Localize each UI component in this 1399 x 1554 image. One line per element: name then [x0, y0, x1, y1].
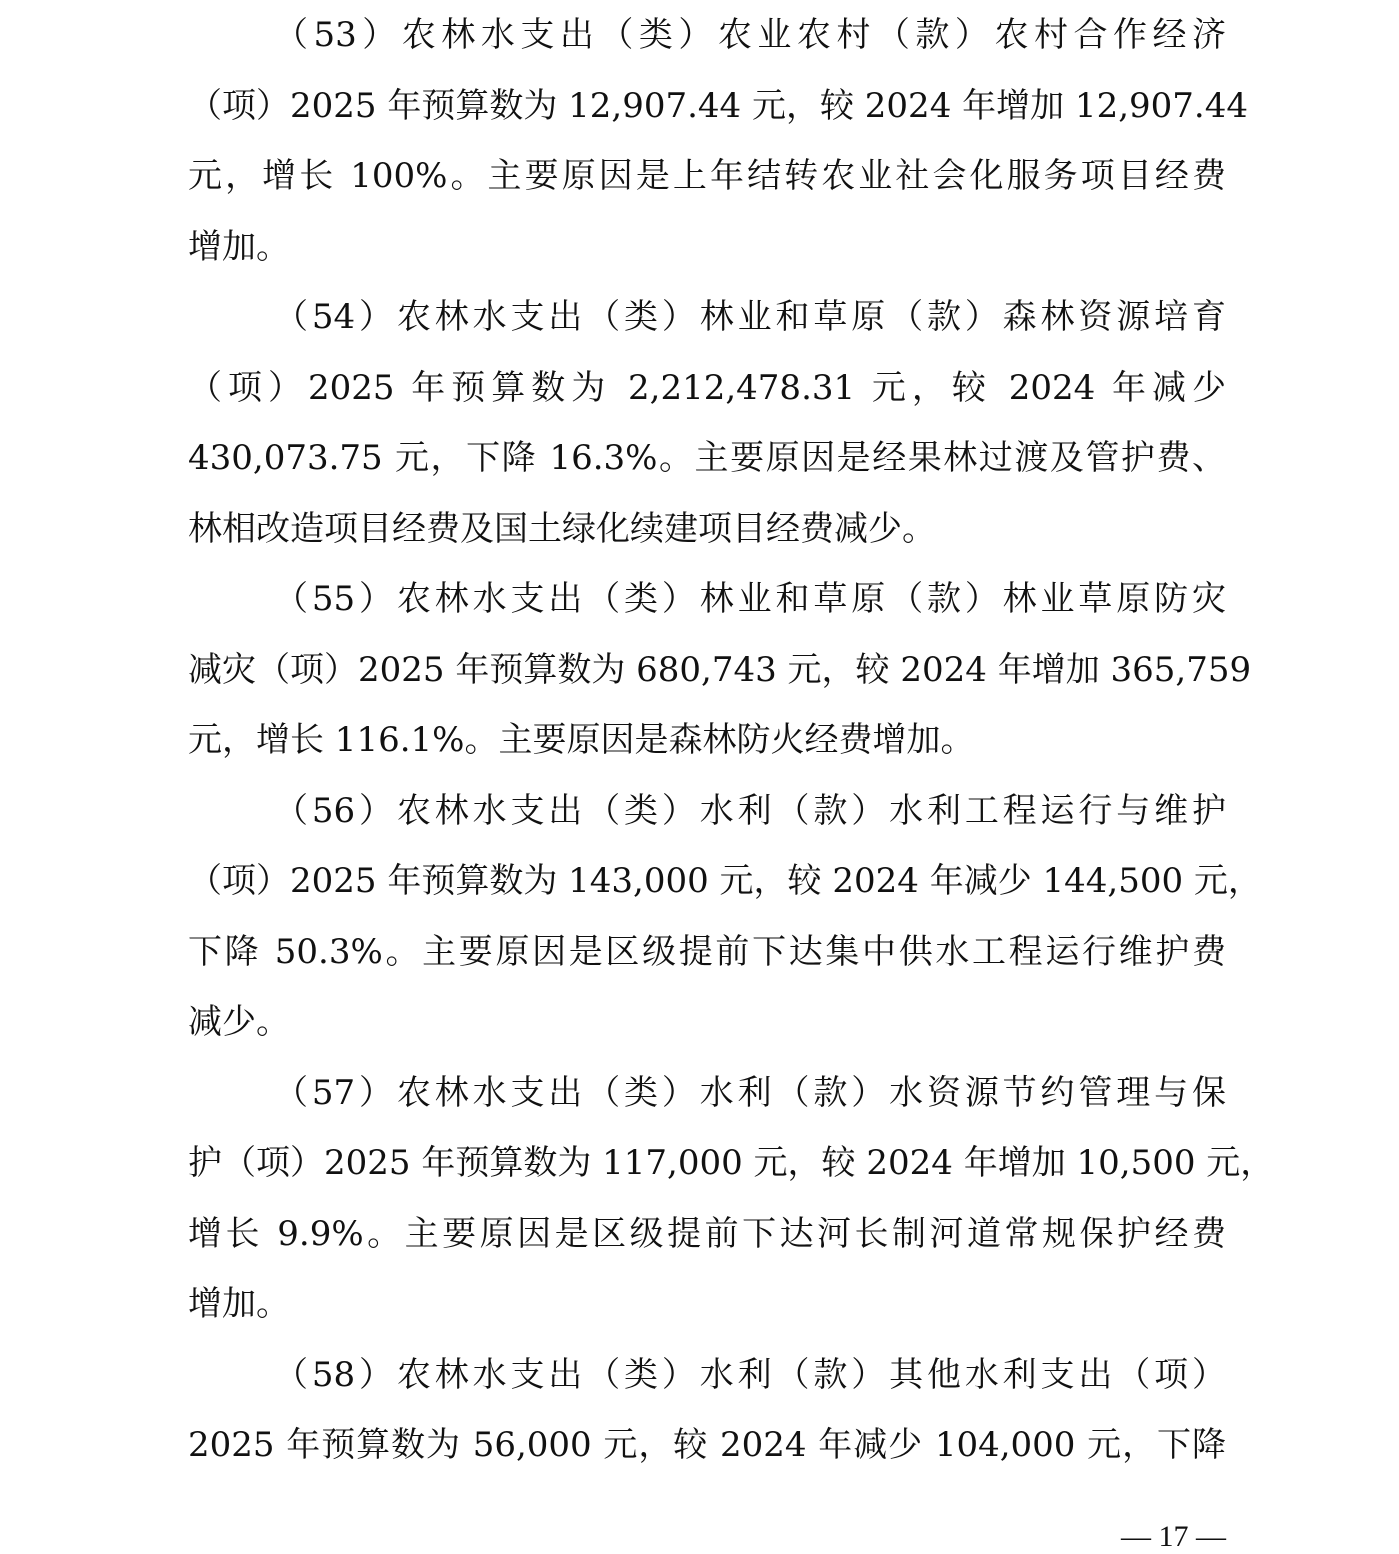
text-line: 元，增长 116.1%。主要原因是森林防火经费增加。	[188, 720, 975, 760]
text-line: 下降 50.3%。主要原因是区级提前下达集中供水工程运行维护费	[188, 931, 1226, 972]
text-line: 减少。	[188, 1002, 290, 1042]
text-line: 元，增长 100%。主要原因是上年结转农业社会化服务项目经费	[188, 156, 1226, 196]
paragraph-58	[188, 1340, 1226, 1481]
paragraph-54	[188, 282, 1226, 564]
text-line: 减灾（项）2025 年预算数为 680,743 元，较 2024 年增加 365,759	[188, 649, 1252, 690]
text-line: （53）农林水支出（类）农业农村（款）农村合作经济	[274, 15, 1226, 55]
text-line: 增长 9.9%。主要原因是区级提前下达河长制河道常规保护经费	[188, 1213, 1226, 1254]
text-line: （57）农林水支出（类）水利（款）水资源节约管理与保	[274, 1072, 1226, 1113]
text-line: 2025 年预算数为 56,000 元，较 2024 年减少 104,000 元，下降	[188, 1425, 1226, 1465]
text-line: （项）2025 年预算数为 143,000 元，较 2024 年减少 144,500 元，	[188, 861, 1262, 901]
text-line: （55）农林水支出（类）林业和草原（款）林业草原防灾	[274, 579, 1226, 619]
paragraph-53	[188, 0, 1248, 282]
text-line: （项）2025 年预算数为 2,212,478.31 元，较 2024 年减少	[188, 367, 1226, 408]
paragraph-56	[188, 776, 1262, 1058]
text-line: 护（项）2025 年预算数为 117,000 元，较 2024 年增加 10,500 元，	[188, 1143, 1275, 1183]
page-number: — 17 —	[1121, 1520, 1226, 1553]
text-line: （54）农林水支出（类）林业和草原（款）森林资源培育	[274, 297, 1226, 337]
paragraph-55	[188, 564, 1252, 776]
text-line: 增加。	[188, 1284, 290, 1324]
text-line: 430,073.75 元，下降 16.3%。主要原因是经果林过渡及管护费、	[188, 438, 1226, 478]
text-line: 林相改造项目经费及国土绿化续建项目经费减少。	[188, 508, 936, 549]
text-line: （58）农林水支出（类）水利（款）其他水利支出（项）	[274, 1354, 1226, 1395]
paragraph-57	[188, 1058, 1275, 1340]
body-text	[188, 0, 1275, 1481]
text-line: （56）农林水支出（类）水利（款）水利工程运行与维护	[274, 790, 1226, 831]
text-line: （项）2025 年预算数为 12,907.44 元，较 2024 年增加 12,907.44	[188, 85, 1248, 126]
text-line: 增加。	[188, 226, 290, 267]
